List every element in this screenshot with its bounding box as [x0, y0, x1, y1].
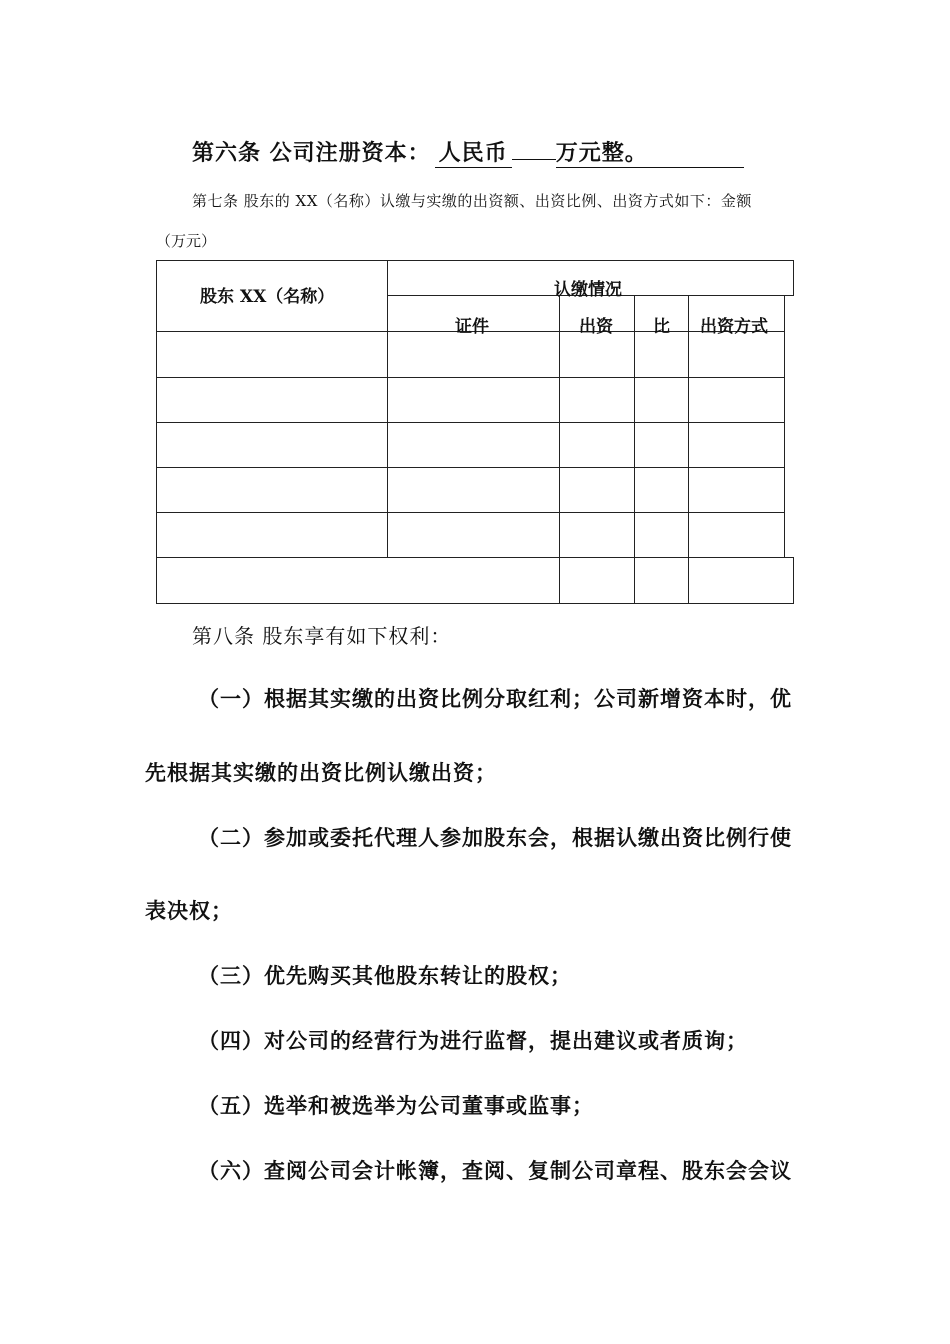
- currency-field: 人民币: [435, 136, 512, 168]
- table-col-line-ratio: [688, 295, 689, 604]
- article-8-item-5: （五）选举和被选举为公司董事或监事；: [198, 1093, 594, 1118]
- article-8-item-2-line-2: 表决权；: [145, 898, 233, 923]
- subheader-ratio: 比: [653, 317, 670, 337]
- subheader-method: 出资方式: [700, 317, 768, 337]
- table-border-right-top: [793, 260, 794, 296]
- amount-blank: [512, 159, 556, 160]
- article-8-item-1-line-2: 先根据其实缴的出资比例认缴出资；: [145, 760, 497, 785]
- table-row-line: [156, 512, 785, 513]
- article-8-item-4: （四）对公司的经营行为进行监督，提出建议或者质询；: [198, 1028, 748, 1053]
- table-col-line-amount: [634, 295, 635, 604]
- table-col-line-name: [387, 260, 388, 558]
- article-6-prefix: 第六条 公司注册资本：: [192, 140, 431, 166]
- article-8-item-6: （六）查阅公司会计帐簿，查阅、复制公司章程、股东会会议: [198, 1158, 792, 1183]
- article-8-item-2-line-1: （二）参加或委托代理人参加股东会，根据认缴出资比例行使: [198, 825, 792, 850]
- article-7-line-2: （万元）: [156, 232, 217, 250]
- table-row-line: [156, 422, 785, 423]
- article-8-title: 第八条 股东享有如下权利：: [192, 624, 452, 648]
- header-subscription-group: 认缴情况: [554, 280, 622, 300]
- table-border-left: [156, 260, 157, 604]
- article-6-registered-capital: [192, 136, 744, 168]
- article-8-item-1-line-1: （一）根据其实缴的出资比例分取红利；公司新增资本时，优: [198, 686, 792, 711]
- subheader-id: 证件: [455, 317, 489, 337]
- table-border-right-bottom: [793, 557, 794, 604]
- subheader-contribution: 出资: [579, 317, 613, 337]
- article-6-suffix: 万元整。: [556, 136, 744, 168]
- table-row-line: [156, 557, 794, 558]
- header-shareholder-name: 股东 XX（名称）: [200, 287, 335, 307]
- article-7-line-1: 第七条 股东的 XX（名称）认缴与实缴的出资额、出资比例、出资方式如下：金额: [192, 192, 752, 210]
- article-8-item-3: （三）优先购买其他股东转让的股权；: [198, 963, 572, 988]
- table-border-top: [156, 260, 794, 261]
- table-border-bottom: [156, 603, 794, 604]
- table-row-line: [156, 467, 785, 468]
- table-col-line-id: [559, 295, 560, 604]
- table-col-line-method-right: [784, 295, 785, 558]
- table-row-line: [156, 377, 785, 378]
